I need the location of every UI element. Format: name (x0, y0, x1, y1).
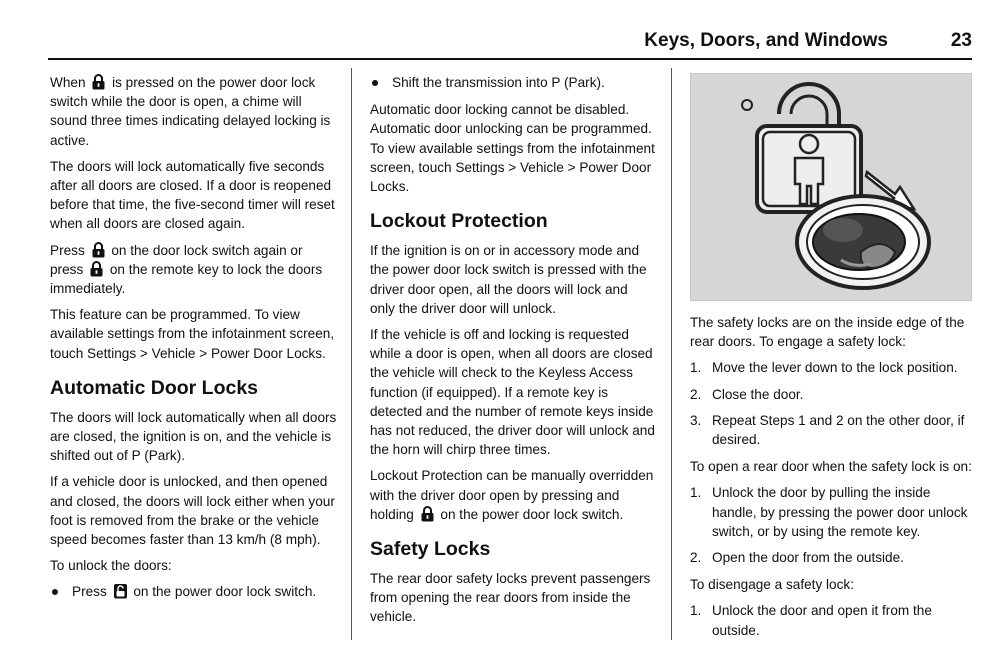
engage-steps-list (690, 358, 974, 449)
page-number: 23 (950, 30, 972, 51)
padlock-closed-icon (89, 261, 104, 277)
heading-lockout-protection: Lockout Protection (370, 210, 548, 233)
list-item: 1. Unlock the door by pulling the inside handle, by pressing the power door unlock switch, or by using the remote key. (690, 485, 968, 539)
padlock-closed-icon (91, 74, 106, 90)
column-divider (351, 68, 352, 640)
paragraph: To unlock the doors: (50, 558, 172, 574)
open-steps-list (690, 483, 974, 567)
disengage-steps-list (690, 601, 974, 639)
section-title: Keys, Doors, and Windows (644, 30, 888, 51)
bullet-list (50, 582, 338, 601)
heading-automatic-door-locks: Automatic Door Locks (50, 376, 259, 399)
child-safety-lock-icon (691, 74, 971, 300)
list-item: 1. Unlock the door and open it from the outside. (690, 603, 932, 638)
paragraph: To disengage a safety lock: (690, 577, 854, 593)
column-1 (50, 73, 338, 610)
safety-lock-illustration (690, 73, 972, 301)
column-3 (690, 73, 974, 648)
paragraph: The rear door safety locks prevent passengers from opening the rear doors from inside the vehicle. (370, 571, 651, 625)
paragraph: The doors will lock automatically five seconds after all doors are closed. If a door is reopened before that time, the five-second timer will reset when all doors are closed again. (50, 158, 335, 232)
list-item: 1. Move the lever down to the lock position. (690, 360, 958, 376)
header-rule (48, 58, 972, 60)
column-2 (370, 73, 656, 634)
heading-safety-locks: Safety Locks (370, 538, 491, 561)
paragraph: The safety locks are on the inside edge of the rear doors. To engage a safety lock: (690, 315, 965, 350)
paragraph: If a vehicle door is unlocked, and then opened and closed, the doors will lock either when your foot is removed from the brake or the vehicle speed becomes faster than 13 km/h (8 mph). (50, 474, 335, 548)
padlock-open-icon (113, 583, 128, 599)
paragraph: If the vehicle is off and locking is requested while a door is open, when all doors are closed the vehicle will check to the Keyless Access function (if equipped). If a remote key is detected and the number of remote keys inside has not reduced, the driver door will unlock and the horn will chirp three times. (370, 327, 655, 458)
list-item: Press on the power door lock switch. (50, 582, 338, 601)
list-item: 2. Close the door. (690, 386, 804, 402)
list-item: 2. Open the door from the outside. (690, 550, 904, 566)
padlock-closed-icon (420, 506, 435, 522)
paragraph: To open a rear door when the safety lock is on: (690, 459, 972, 475)
paragraph: Press on the door lock switch again or press on the remote key to lock the doors immediately. (50, 242, 323, 297)
paragraph: The doors will lock automatically when all doors are closed, the ignition is on, and the vehicle is shifted out of P (Park). (50, 409, 337, 464)
column-divider (671, 68, 672, 640)
padlock-closed-icon (91, 242, 106, 258)
bullet-list (370, 73, 656, 92)
paragraph: When is pressed on the power door lock switch while the door is open, a chime will sound three times indicating delayed locking is active. (50, 75, 331, 148)
paragraph: Automatic door locking cannot be disabled. Automatic door unlocking can be programmed. To view available settings from the infotainment screen, touch Settings > Vehicle > Power Door Locks. (370, 102, 655, 195)
list-item: 3. Repeat Steps 1 and 2 on the other door, if desired. (690, 412, 965, 448)
paragraph: If the ignition is on or in accessory mode and the power door lock switch is pressed with the driver door open, all the doors will lock and only the driver door will unlock. (370, 243, 647, 316)
paragraph: Lockout Protection can be manually overridden with the driver door open by pressing and holding on the power door lock switch. (370, 468, 654, 522)
paragraph: This feature can be programmed. To view available settings from the infotainment screen, touch Settings > Vehicle > Power Door Locks. (50, 307, 335, 361)
list-item: Shift the transmission into P (Park). (370, 73, 656, 92)
